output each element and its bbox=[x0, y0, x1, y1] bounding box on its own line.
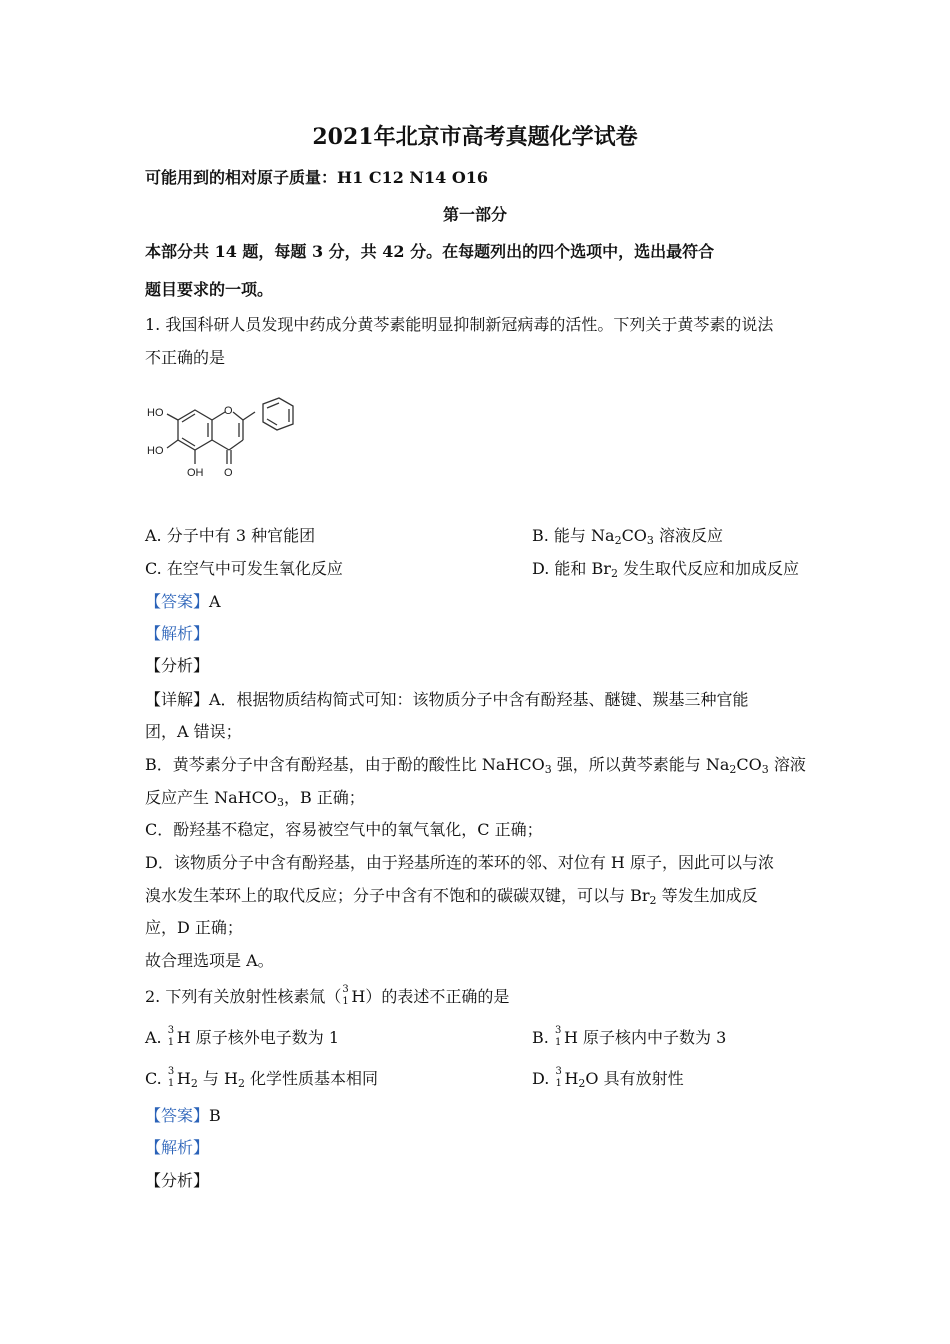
q1-detail-b-line-1: B．黄芩素分子中含有酚羟基，由于酚的酸性比 NaHCO$_3$ 强，所以黄芩素能与 $Na_2CO_3$ 溶液 bbox=[145, 755, 806, 776]
q1-stem-line-2: 不正确的是 bbox=[145, 348, 226, 367]
q2-option-d: D. 3 1 $H_2O$ 具有放射性 bbox=[532, 1066, 684, 1090]
q1-option-d: D. 能和 $Br_2$ 发生取代反应和加成反应 bbox=[532, 559, 800, 580]
page-title: 2021年北京市高考真题化学试卷 bbox=[312, 124, 638, 150]
q2-option-c: C. 3 1 $H_2$ 与 $H_2$ 化学性质基本相同 bbox=[145, 1066, 379, 1090]
atomic-mass-line: 可能用到的相对原子质量：H1 C12 N14 O16 bbox=[145, 168, 489, 187]
part-heading: 第一部分 bbox=[442, 205, 507, 224]
q2-option-a: A. 3 1 H 原子核外电子数为 1 bbox=[145, 1025, 340, 1048]
mol-label-oh: OH bbox=[187, 467, 204, 479]
q1-analysis-tag: 【解析】 bbox=[145, 624, 210, 643]
q2-option-b: B. 3 1 H 原子核内中子数为 3 bbox=[532, 1025, 727, 1048]
q1-detail-line-1: 【详解】A．根据物质结构简式可知：该物质分子中含有酚羟基、醚键、羰基三种官能 bbox=[145, 690, 749, 709]
q1-option-a: A. 分子中有 3 种官能团 bbox=[145, 526, 316, 545]
q2-analysis-tag: 【解析】 bbox=[145, 1138, 210, 1157]
mol-label-ho-2: HO bbox=[147, 445, 164, 457]
q1-detail-c: C．酚羟基不稳定，容易被空气中的氧气氧化，C 正确； bbox=[145, 820, 543, 839]
q1-detail-d-line-1: D．该物质分子中含有酚羟基，由于羟基所连的苯环的邻、对位有 H 原子，因此可以与浓 bbox=[145, 853, 774, 872]
instruction-line-1: 本部分共 14 题，每题 3 分，共 42 分。在每题列出的四个选项中，选出最符合 bbox=[145, 242, 715, 261]
instruction-line-2: 题目要求的一项。 bbox=[145, 280, 274, 299]
q1-fenxi-tag: 【分析】 bbox=[145, 656, 210, 675]
q1-option-c: C. 在空气中可发生氧化反应 bbox=[145, 559, 343, 578]
q1-option-b: B. 能与 $Na_2CO_3$ 溶液反应 bbox=[532, 526, 724, 547]
mol-label-ho-1: HO bbox=[147, 407, 164, 419]
q1-conclusion: 故合理选项是 A。 bbox=[145, 951, 274, 970]
q1-stem-line-1: 1. 我国科研人员发现中药成分黄芩素能明显抑制新冠病毒的活性。下列关于黄芩素的说法 bbox=[145, 315, 774, 334]
q2-stem: 2. 下列有关放射性核素氚（ 3 1 H）的表述不正确的是 bbox=[145, 984, 510, 1007]
q2-answer: 【答案】B bbox=[145, 1106, 221, 1125]
tritium-isotope-notation: 3 1 bbox=[342, 984, 349, 1007]
q1-answer: 【答案】A bbox=[145, 592, 221, 611]
q1-detail-b-line-2: 反应产生 NaHCO$_3$，B 正确； bbox=[145, 788, 365, 809]
mol-label-keto-oxygen: O bbox=[224, 467, 233, 479]
q1-detail-line-2: 团，A 错误； bbox=[145, 722, 242, 741]
q1-detail-d-line-2: 溴水发生苯环上的取代反应；分子中含有不饱和的碳碳双键，可以与 $Br_2$ 等发生加成反 bbox=[145, 886, 758, 907]
q1-detail-d-line-3: 应，D 正确； bbox=[145, 918, 243, 937]
q2-fenxi-tag: 【分析】 bbox=[145, 1171, 210, 1190]
mol-label-ring-oxygen: O bbox=[224, 405, 233, 417]
baicalein-structure-diagram bbox=[145, 392, 315, 487]
